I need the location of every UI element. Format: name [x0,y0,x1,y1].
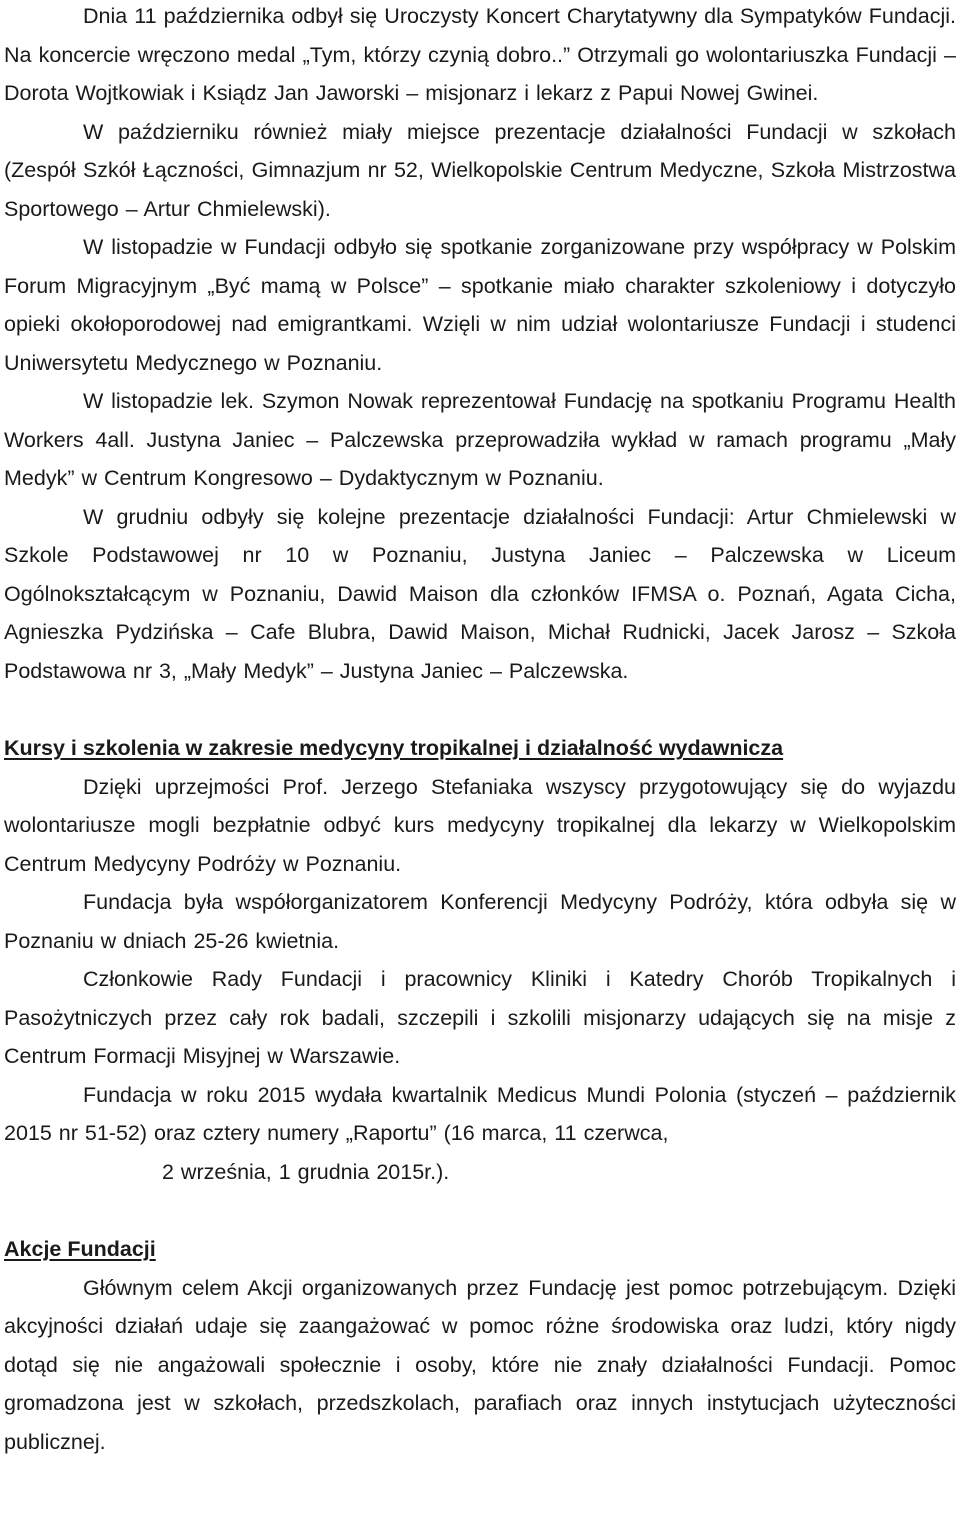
heading-actions: Akcje Fundacji [4,1237,156,1261]
document-page [4,0,956,1461]
paragraph-october-presentations: W październiku również miały miejsce prezentacje działalności Fundacji w szkołach (Zespół Szkół Łączności, Gimnazjum nr 52, Wielkopolskie Centrum Medyczne, Szkoła Mistrzostwa Sportowego – Artur Chmielewski). [4,119,956,221]
publications-text: Fundacja w roku 2015 wydała kwartalnik Medicus Mundi Polonia (styczeń – październik 2015 nr 51-52) oraz cztery numery „Raportu” (16 marca, 11 czerwca, [4,1082,956,1145]
paragraph-actions-goal: Głównym celem Akcji organizowanych przez Fundację jest pomoc potrzebującym. Dzięki akcyjności działań udaje się zaangażować w pomoc różne środowiska oraz ludzi, który nigdy dotąd się nie angażowali społecznie i osoby, które nie znały działalności Fundacji. Pomoc gromadzona jest w szkołach, przedszkolach, parafiach oraz innych instytucjach użyteczności publicznej. [4,1275,956,1454]
paragraph-december-presentations: W grudniu odbyły się kolejne prezentacje działalności Fundacji: Artur Chmielewski w Szkole Podstawowej nr 10 w Poznaniu, Justyna Janiec – Palczewska w Liceum Ogólnokształcącym w Poznaniu, Dawid Maison dla członków IFMSA o. Poznań, Agata Cicha, Agnieszka Pydzińska – Cafe Blubra, Dawid Maison, Michał Rudnicki, Jacek Jarosz – Szkoła Podstawowa nr 3, „Mały Medyk” – Justyna Janiec – Palczewska. [4,504,956,683]
paragraph-tropical-course: Dzięki uprzejmości Prof. Jerzego Stefaniaka wszyscy przygotowujący się do wyjazdu wolontariusze mogli bezpłatnie odbyć kurs medycyny tropikalnej dla lekarzy w Wielkopolskim Centrum Medycyny Podróży w Poznaniu. [4,774,956,876]
section-spacer [4,1191,956,1230]
paragraph-october-concert: Dnia 11 października odbył się Uroczysty Koncert Charytatywny dla Sympatyków Fundacji. Na koncercie wręczono medal „Tym, którzy czynią dobro..” Otrzymali go wolontariuszka Fundacji – Dorota Wojtkowiak i Ksiądz Jan Jaworski – misjonarz i lekarz z Papui Nowej Gwinei. [4,4,956,105]
publications-text-tail: 2 września, 1 grudnia 2015r.). [162,1159,450,1184]
paragraph-publications [4,1076,956,1192]
paragraph-travel-medicine-conference: Fundacja była współorganizatorem Konferencji Medycyny Podróży, która odbyła się w Poznaniu w dniach 25-26 kwietnia. [4,890,956,953]
section-spacer [4,690,956,729]
paragraph-november-health-workers: W listopadzie lek. Szymon Nowak reprezentował Fundację na spotkaniu Programu Health Workers 4all. Justyna Janiec – Palczewska przeprowadziła wykład w ramach programu „Mały Medyk” w Centrum Kongresowo – Dydaktycznym w Poznaniu. [4,389,956,490]
paragraph-missionaries-vaccination: Członkowie Rady Fundacji i pracownicy Kliniki i Katedry Chorób Tropikalnych i Pasożytniczych przez cały rok badali, szczepili i szkolili misjonarzy udających się na misje z Centrum Formacji Misyjnej w Warszawie. [4,967,956,1068]
heading-courses: Kursy i szkolenia w zakresie medycyny tropikalnej i działalność wydawnicza [4,736,784,760]
paragraph-november-meeting: W listopadzie w Fundacji odbyło się spotkanie zorganizowane przy współpracy w Polskim Forum Migracyjnym „Być mamą w Polsce” – spotkanie miało charakter szkoleniowy i dotyczyło opieki okołoporodowej nad emigrantkami. Wzięli w nim udział wolontariusze Fundacji i studenci Uniwersytetu Medycznego w Poznaniu. [4,235,956,375]
